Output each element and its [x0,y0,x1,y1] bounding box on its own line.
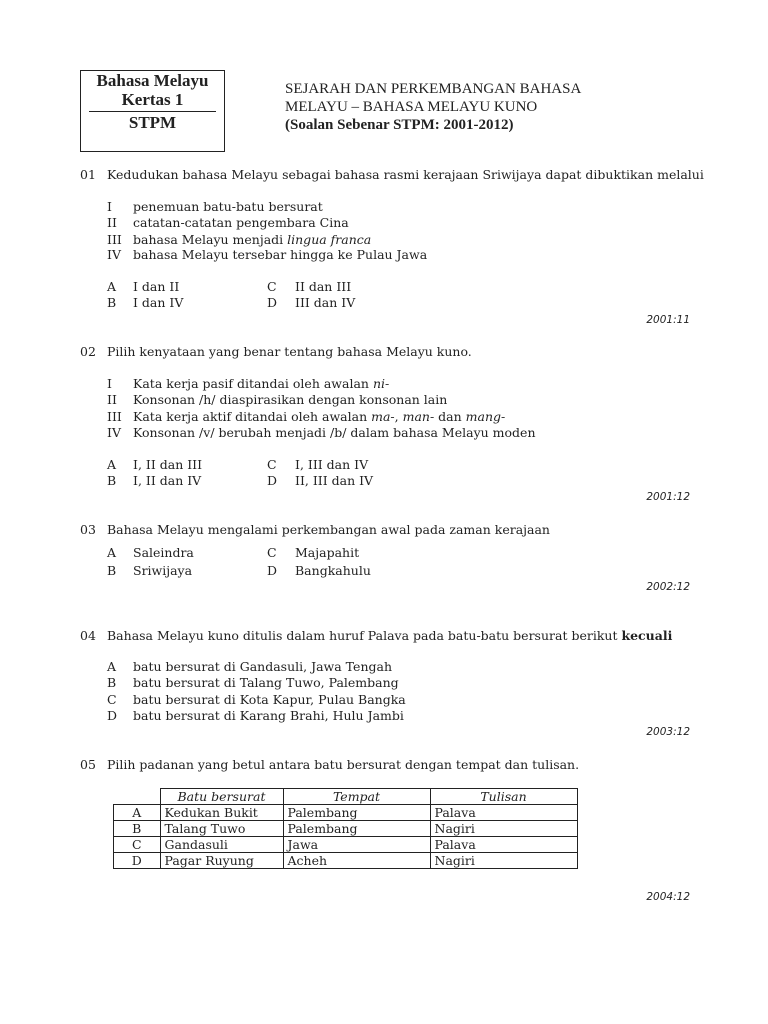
italic-term: ma- [371,409,395,424]
option-letter: C [267,545,277,560]
option-text: Sriwijaya [133,563,193,578]
paper-number: Kertas 1 [121,90,184,109]
divider [89,111,216,112]
option-letter: A [107,279,117,294]
subject-name: Bahasa Melayu [96,71,209,90]
item-label: II [107,392,117,407]
option-letter: D [267,563,278,578]
text: bahasa Melayu menjadi [133,232,288,247]
text: Bahasa Melayu kuno ditulis dalam huruf Palava pada batu-batu bersurat berikut [107,628,622,643]
item-label: IV [107,425,121,440]
option-text: batu bersurat di Talang Tuwo, Palembang [133,675,399,690]
option-text: I, II dan IV [133,473,202,488]
cell: Palembang [283,805,430,821]
question-number: 04 [80,628,96,643]
year-reference: 2001:12 [646,491,690,503]
cell: Jawa [283,837,430,853]
option-text: batu bersurat di Karang Brahi, Hulu Jambi [133,708,404,723]
italic-term: mang- [465,409,506,424]
question-text [107,628,672,643]
option-text: batu bersurat di Kota Kapur, Pulau Bangka [133,692,406,707]
italic-term: lingua franca [287,232,372,247]
italic-term: ni- [372,376,390,391]
option-letter: C [267,457,277,472]
item-label: IV [107,247,121,262]
option-text: Saleindra [133,545,194,560]
table-row [114,853,578,869]
cell: B [114,821,161,837]
subject-box [80,70,225,152]
title-line: SEJARAH DAN PERKEMBANGAN BAHASA [285,81,582,97]
option-text: I dan II [133,279,180,294]
item-text: catatan-catatan pengembara Cina [133,215,349,230]
table-row [114,805,578,821]
cell: Gandasuli [160,837,283,853]
option-text: I, III dan IV [295,457,369,472]
year-reference: 2001:11 [646,314,690,326]
item-text: bahasa Melayu tersebar hingga ke Pulau Jawa [133,247,428,262]
option-letter: B [107,473,117,488]
option-letter: C [107,692,117,707]
item-label: III [107,409,122,424]
option-letter: A [107,659,117,674]
question-number: 01 [80,167,96,182]
question-number: 02 [80,344,96,359]
year-reference: 2002:12 [646,581,690,593]
empty-header [114,789,161,805]
text: Kata kerja pasif ditandai oleh awalan [133,376,373,391]
option-letter: C [267,279,277,294]
title-line: MELAYU – BAHASA MELAYU KUNO [285,99,538,115]
question-number: 03 [80,522,96,537]
page-title [285,80,581,134]
text: dan [434,409,466,424]
emphasis: kecuali [621,628,673,643]
column-header: Batu bersurat [160,789,283,805]
item-text: Konsonan /h/ diaspirasikan dengan konsonan lain [133,392,448,407]
cell: D [114,853,161,869]
cell: Talang Tuwo [160,821,283,837]
option-text: Bangkahulu [295,563,371,578]
item-text: Konsonan /v/ berubah menjadi /b/ dalam bahasa Melayu moden [133,425,536,440]
item-label: I [107,376,112,391]
option-letter: B [107,295,117,310]
option-text: II, III dan IV [295,473,374,488]
cell: Nagiri [430,853,577,869]
option-text: III dan IV [295,295,356,310]
cell: Nagiri [430,821,577,837]
cell: Acheh [283,853,430,869]
option-letter: B [107,563,117,578]
cell: A [114,805,161,821]
question-text: Bahasa Melayu mengalami perkembangan awal pada zaman kerajaan [107,522,550,537]
text: , [394,409,403,424]
table-row [114,837,578,853]
option-text: II dan III [295,279,352,294]
option-text: I, II dan III [133,457,203,472]
item-text [133,409,505,424]
year-reference: 2003:12 [646,726,690,738]
option-letter: D [267,295,278,310]
year-reference: 2004:12 [646,891,690,903]
option-letter: D [107,708,118,723]
question-text: Pilih padanan yang betul antara batu bersurat dengan tempat dan tulisan. [107,757,580,772]
option-text: I dan IV [133,295,184,310]
option-text: Majapahit [295,545,360,560]
option-text: batu bersurat di Gandasuli, Jawa Tengah [133,659,392,674]
option-letter: A [107,545,117,560]
cell: C [114,837,161,853]
cell: Kedukan Bukit [160,805,283,821]
cell: Palava [430,805,577,821]
item-label: II [107,215,117,230]
item-text [133,232,371,247]
option-letter: A [107,457,117,472]
item-text: penemuan batu-batu bersurat [133,199,323,214]
exam-name: STPM [128,113,177,132]
italic-term: man- [402,409,435,424]
item-label: I [107,199,112,214]
option-letter: D [267,473,278,488]
cell: Palembang [283,821,430,837]
item-text [133,376,389,391]
column-header: Tulisan [430,789,577,805]
question-number: 05 [80,757,96,772]
cell: Palava [430,837,577,853]
option-letter: B [107,675,117,690]
title-subtitle: (Soalan Sebenar STPM: 2001-2012) [285,117,514,133]
table-row [114,821,578,837]
text: Kata kerja aktif ditandai oleh awalan [133,409,372,424]
table-header [114,789,578,805]
question-text: Pilih kenyataan yang benar tentang bahasa Melayu kuno. [107,344,472,359]
question-text: Kedudukan bahasa Melayu sebagai bahasa rasmi kerajaan Sriwijaya dapat dibuktikan melalui [107,167,704,182]
item-label: III [107,232,122,247]
cell: Pagar Ruyung [160,853,283,869]
answer-table [113,788,578,869]
column-header: Tempat [283,789,430,805]
